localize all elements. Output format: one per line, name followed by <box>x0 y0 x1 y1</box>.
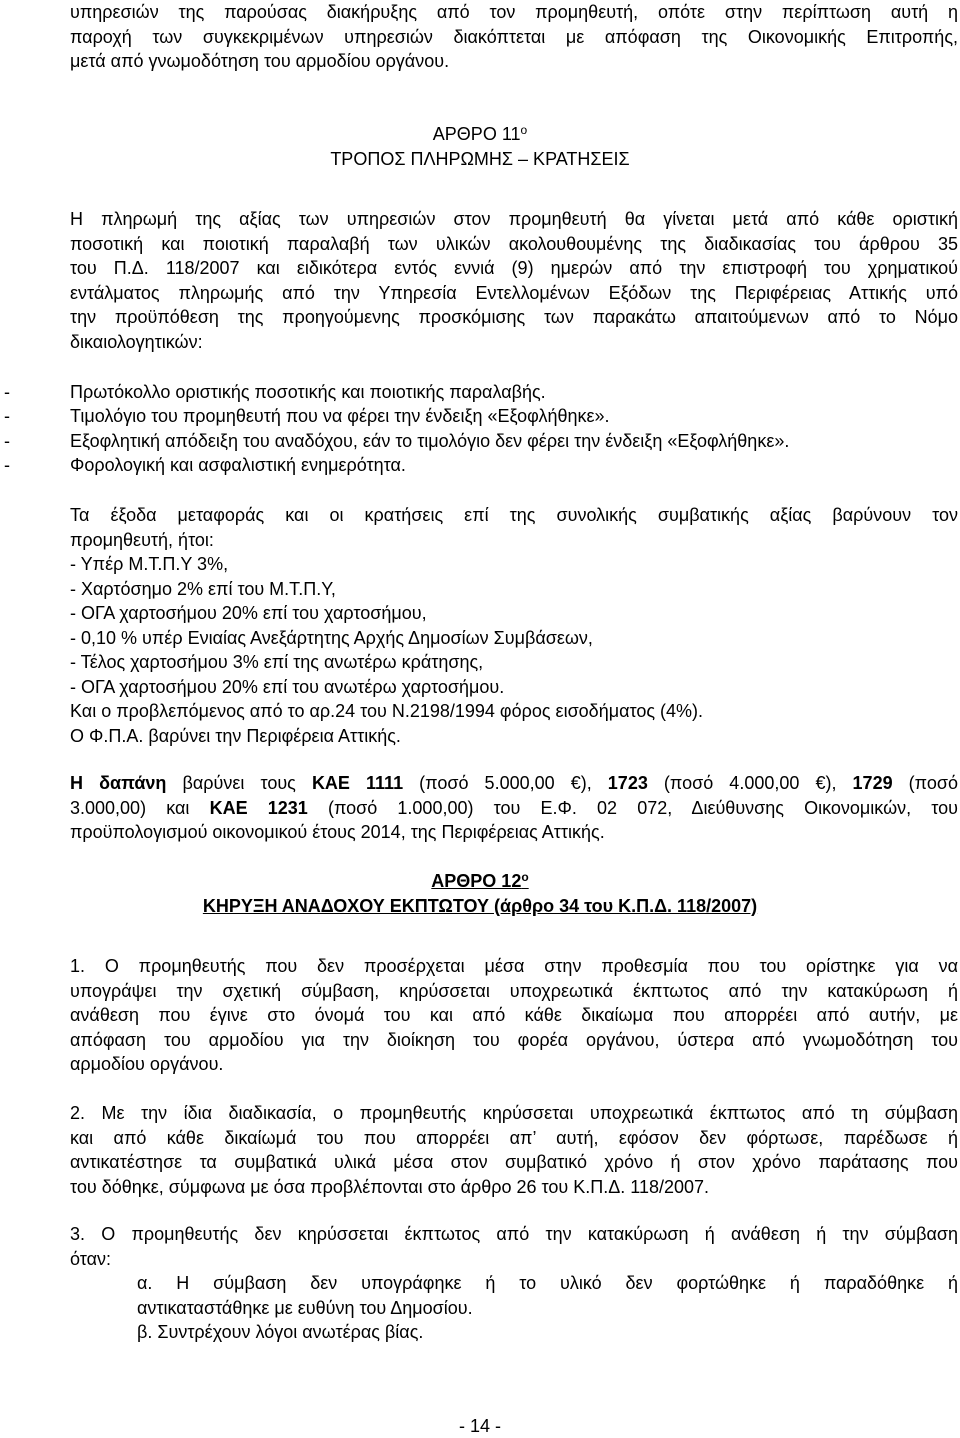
text-line: όταν: <box>70 1248 112 1269</box>
payment-paragraph <box>70 207 958 354</box>
text-line: εντάλματος πληρωμής από την Υπηρεσία Εντελλομένων Εξόδων της Περιφέρειας Αττικής υπό <box>70 282 958 303</box>
deductions-paragraph <box>70 503 958 748</box>
article-title: ΑΡΘΡΟ $11^o$ <box>432 123 528 144</box>
text-line: 1. Ο προμηθευτής που δεν προσέρχεται μέσα στην προθεσμία που του ορίστηκε για να <box>70 956 958 976</box>
text-line: Η πληρωμή της αξίας των υπηρεσιών στον προμηθευτή θα γίνεται μετά από κάθε οριστική <box>70 209 958 229</box>
list-item-text: Εξοφλητική απόδειξη του αναδόχου, εάν το τιμολόγιο δεν φέρει την ένδειξη «Εξοφλήθηκε». <box>70 431 790 451</box>
text-line: δικαιολογητικών: <box>70 331 203 352</box>
deduction-item: - ΟΓΑ χαρτοσήμου 20% επί του χαρτοσήμου, <box>70 603 427 623</box>
list-marker: - <box>4 431 10 451</box>
text-line: Ο Φ.Π.Α. βαρύνει την Περιφέρεια Αττικής. <box>70 725 401 746</box>
list-item: αντικαταστάθηκε με ευθύνη του Δημοσίου. <box>137 1297 473 1318</box>
list-marker: - <box>4 382 10 402</box>
text-line: απόφαση του αρμοδίου για την διοίκηση του φορέα οργάνου, ύστερα από γνωμοδότηση του <box>70 1029 958 1050</box>
text-line: του Π.Δ. 118/2007 και ειδικότερα εντός εννιά (9) ημερών από την επιστροφή του χρηματικού <box>70 258 958 278</box>
expense-paragraph <box>70 771 958 845</box>
text-line: αρμοδίου οργάνου. <box>70 1054 224 1074</box>
deduction-item: - Υπέρ Μ.Τ.Π.Υ 3%, <box>70 554 229 574</box>
page-number: - 14 - <box>458 1416 501 1436</box>
text-line: και από κάθε δικαίωμά του που απορρέει απ’ αυτή, εφόσον δεν φόρτωσε, παρέδωσε ή <box>70 1127 958 1148</box>
exception-list <box>137 1271 958 1345</box>
list-item: α. Η σύμβαση δεν υπογράφηκε ή το υλικό δεν φορτώθηκε ή παραδόθηκε ή <box>137 1273 958 1293</box>
list-item-text: Φορολογική και ασφαλιστική ενημερότητα. <box>70 455 406 475</box>
article-12-heading <box>0 869 960 918</box>
intro-paragraph <box>70 0 958 74</box>
list-marker: - <box>4 455 10 475</box>
article-12-paragraph-2 <box>70 1101 958 1199</box>
article-title: ΑΡΘΡΟ $12^o$ <box>431 870 529 891</box>
text-line: προϋπολογισμού οικονομικού έτους 2014, της Περιφέρειας Αττικής. <box>70 822 605 842</box>
text-line: αντικατέστησε τα συμβατικά υλικά μέσα στον συμβατικό χρόνο ή στον χρόνο παράτασης που <box>70 1152 958 1172</box>
text-line: Τα έξοδα μεταφοράς και οι κρατήσεις επί της συνολικής συμβατικής αξίας βαρύνουν τον <box>70 505 958 525</box>
text-line: μετά από γνωμοδότηση του αρμοδίου οργάνου. <box>70 51 450 71</box>
text-line: παροχή των συγκεκριμένων υπηρεσιών διακόπτεται με απόφαση της Οικονομικής Επιτροπής, <box>70 26 958 47</box>
article-subtitle: ΚΗΡΥΞΗ ΑΝΑΔΟΧΟΥ ΕΚΠΤΩΤΟΥ (άρθρο 34 του Κ.Π.Δ. 118/2007) <box>202 895 758 916</box>
article-subtitle: ΤΡΟΠΟΣ ΠΛΗΡΩΜΗΣ – ΚΡΑΤΗΣΕΙΣ <box>330 148 630 169</box>
article-12-paragraph-3 <box>70 1222 958 1271</box>
deduction-item: - Τέλος χαρτοσήμου 3% επί της ανωτέρω κράτησης, <box>70 652 484 672</box>
list-marker: - <box>4 406 10 426</box>
text-line: του δόθηκε, σύμφωνα με όσα προβλέπονται στο άρθρο 26 του Κ.Π.Δ. 118/2007. <box>70 1176 710 1197</box>
text-line: ποσοτική και ποιοτική παραλαβή των υλικών ακολουθουμένης της διαδικασίας του άρθρου 35 <box>70 233 958 254</box>
list-item-text: Τιμολόγιο του προμηθευτή που να φέρει την ένδειξη «Εξοφλήθηκε». <box>70 406 610 426</box>
text-line: 3. Ο προμηθευτής δεν κηρύσσεται έκπτωτος από την κατακύρωση ή ανάθεση ή την σύμβαση <box>70 1224 958 1244</box>
text-line: την προϋπόθεση της προηγούμενης προσκόμισης των παρακάτω απαιτούμενων από το Νόμο <box>70 307 958 327</box>
deduction-item: - ΟΓΑ χαρτοσήμου 20% επί του ανωτέρω χαρτοσήμου. <box>70 676 505 697</box>
text-line: Η δαπάνη βαρύνει τους ΚΑΕ 1111 (ποσό 5.000,00 €), 1723 (ποσό 4.000,00 €), 1729 (ποσό <box>70 773 958 793</box>
text-line: Και ο προβλεπόμενος από το αρ.24 του Ν.2198/1994 φόρος εισοδήματος (4%). <box>70 701 704 721</box>
deduction-item: - 0,10 % υπέρ Ενιαίας Ανεξάρτητης Αρχής Δημοσίων Συμβάσεων, <box>70 627 593 648</box>
text-line: προμηθευτή, ήτοι: <box>70 529 214 550</box>
article-12-paragraph-1 <box>70 954 958 1077</box>
list-item: β. Συντρέχουν λόγοι ανωτέρας βίας. <box>137 1322 424 1342</box>
list-item-text: Πρωτόκολλο οριστικής ποσοτικής και ποιοτικής παραλαβής. <box>70 382 546 402</box>
text-line: υπογράψει την σχετική σύμβαση, κηρύσσεται υποχρεωτικά έκπτωτος από την κατακύρωση ή <box>70 980 958 1001</box>
text-line: 2. Με την ίδια διαδικασία, ο προμηθευτής κηρύσσεται υποχρεωτικά έκπτωτος από τη σύμβαση <box>70 1103 958 1123</box>
text-line: 3.000,00) και ΚΑΕ 1231 (ποσό 1.000,00) του Ε.Φ. 02 072, Διεύθυνσης Οικονομικών, του <box>70 797 958 818</box>
text-line: υπηρεσιών της παρούσας διακήρυξης από τον προμηθευτή, οπότε στην περίπτωση αυτή η <box>70 2 958 22</box>
text-line: ανάθεση που έγινε στο όνομά του και από κάθε δικαίωμα που απορρέει από αυτήν, με <box>70 1005 958 1025</box>
article-11-heading <box>0 122 960 171</box>
deduction-item: - Χαρτόσημο 2% επί του Μ.Τ.Π.Υ, <box>70 578 336 599</box>
